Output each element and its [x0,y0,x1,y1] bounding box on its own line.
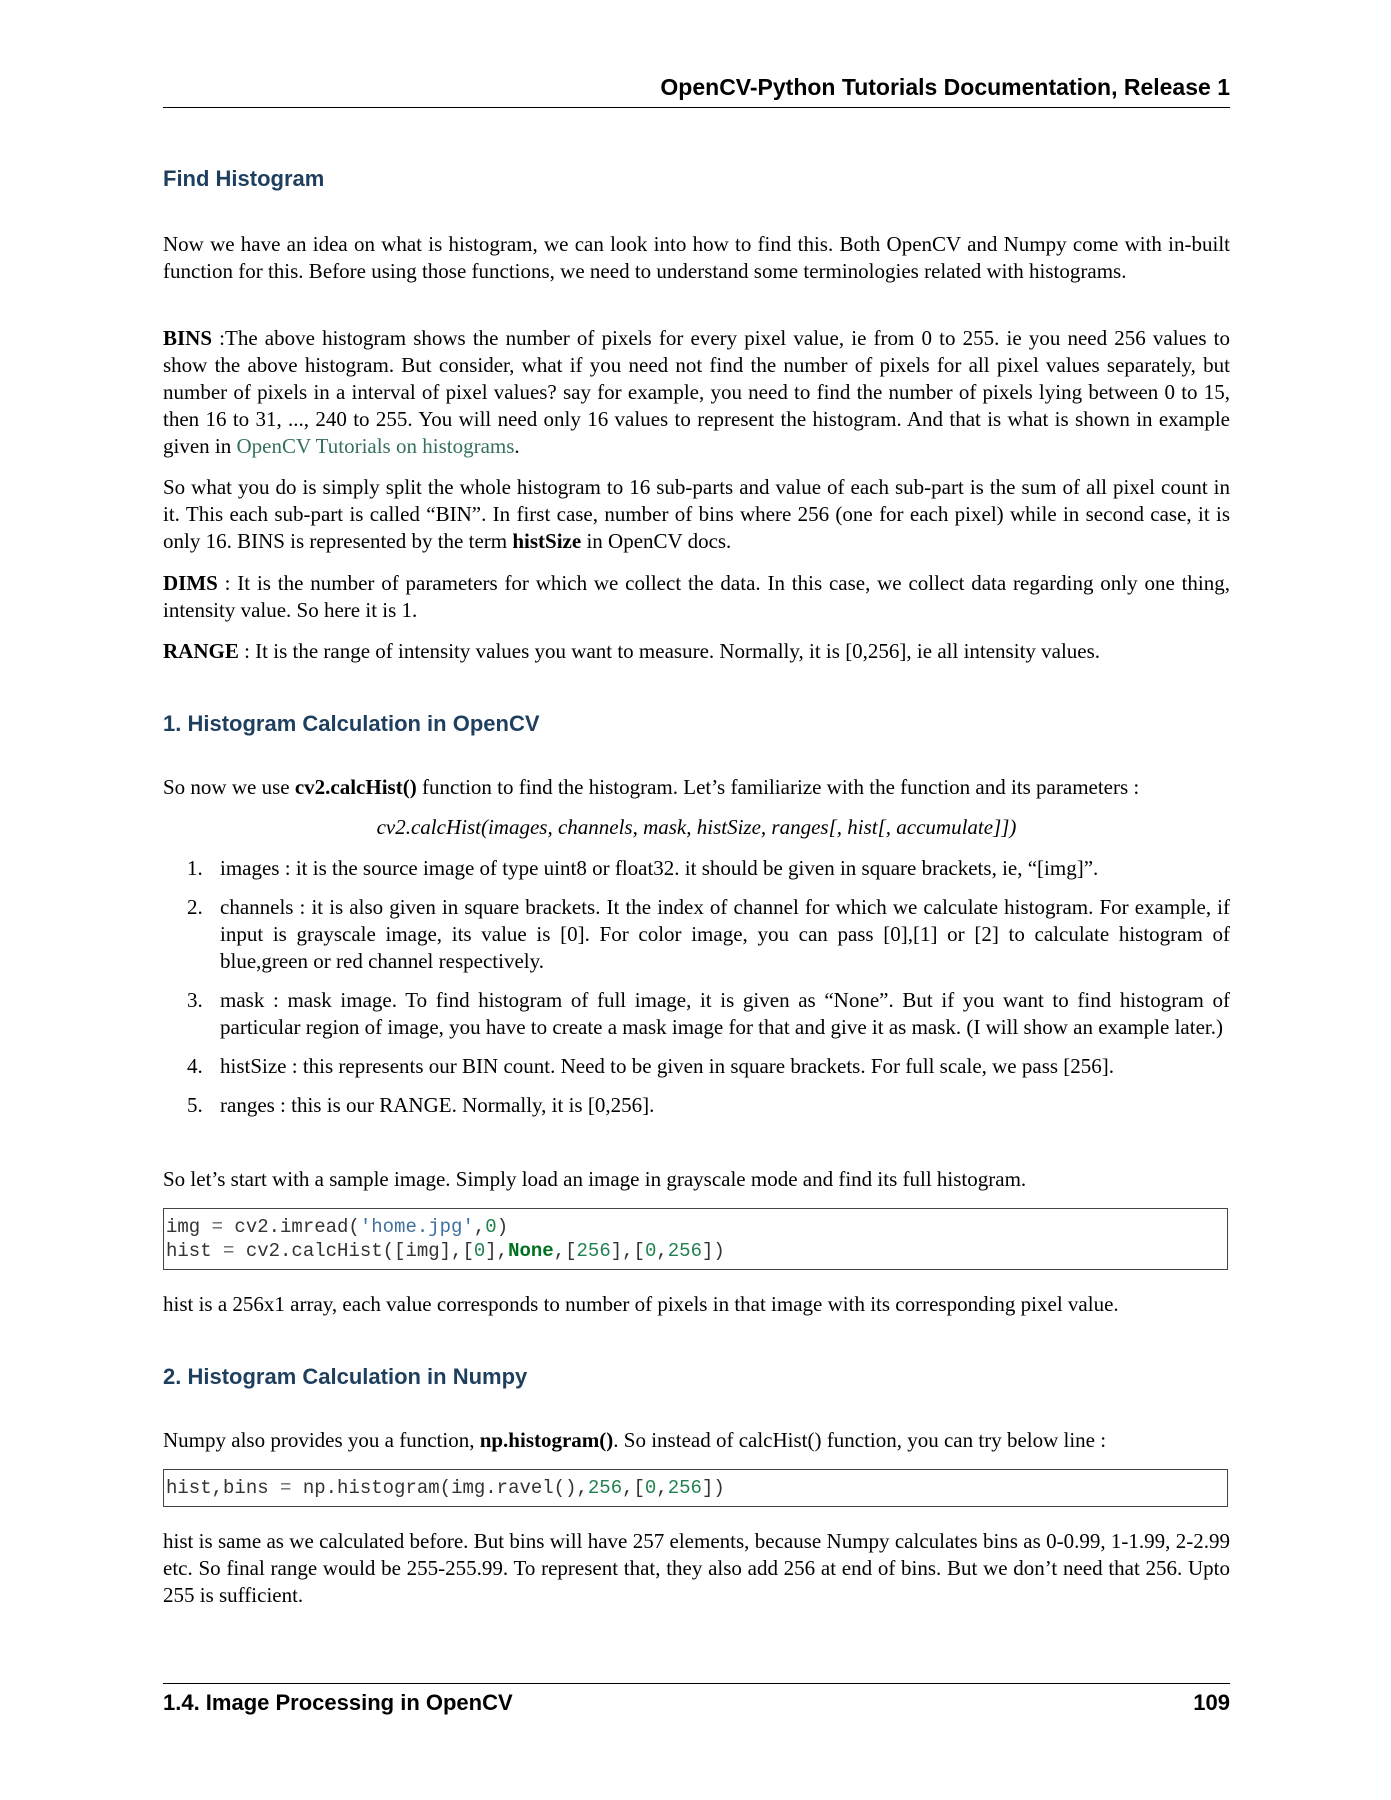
section-title-numpy: 2. Histogram Calculation in Numpy [163,1364,528,1389]
range-text: : It is the range of intensity values you want to measure. Normally, it is [0,256], ie all intensity values. [238,639,1101,663]
list-number: 5. [187,1093,203,1117]
list-number: 3. [187,988,203,1012]
numpy-intro-text: Numpy also provides you a function, [163,1428,480,1452]
function-signature: cv2.calcHist(images, channels, mask, histSize, ranges[, hist[, accumulate]]) [376,815,1017,839]
list-item [163,1092,1230,1119]
code-line: hist = cv2.calcHist([img],[0],None,[256],[0,256]) [166,1240,725,1262]
header-rule [163,107,1230,108]
range-paragraph [163,638,1230,665]
parameter-list [163,855,1230,1131]
calchist-function: cv2.calcHist() [294,775,417,799]
calchist-intro-text: So now we use [163,775,295,799]
code-block-calchist [163,1208,1228,1270]
code-line: hist,bins = np.histogram(img.ravel(),256,[0,256]) [166,1477,725,1499]
code-block-numpy [163,1469,1228,1507]
hist-array-paragraph: hist is a 256x1 array, each value corresponds to number of pixels in that image with its corresponding pixel value. [163,1292,1119,1316]
list-number: 1. [187,856,203,880]
bins-paragraph [163,325,1230,460]
range-term: RANGE [163,639,239,663]
list-text: channels : it is also given in square brackets. It the index of channel for which we calculate histogram. For example, if input is grayscale image, its value is [0]. For color image, you can pass [0],[1] or [2] to calculate histogram of blue,green or red channel respectively. [220,895,1230,973]
bins-term: BINS [163,326,213,350]
histsize-term: histSize [512,529,582,553]
numpy-intro-end: . So instead of calcHist() function, you can try below line : [613,1428,1107,1452]
running-header: OpenCV-Python Tutorials Documentation, Release 1 [660,74,1230,100]
list-item [163,1053,1230,1080]
split-text-end: in OpenCV docs. [581,529,732,553]
dims-text: : It is the number of parameters for which we collect the data. In this case, we collect data regarding only one thing, intensity value. So here it is 1. [163,571,1230,622]
bins-end: . [514,434,520,458]
calchist-intro-end: function to find the histogram. Let’s familiarize with the function and its parameters : [416,775,1140,799]
list-item [163,987,1230,1041]
bins-text: :The above histogram shows the number of pixels for every pixel value, ie from 0 to 255. ie you need 256 values to show the above histogram. But consider, what if you need not find the number of pixels for all pixel values separately, but number of pixels in a interval of pixel values? say for example, you need to find the number of pixels lying between 0 to 15, then 16 to 31, ..., 240 to 255. You will need only 16 values to represent the histogram. And that is what is shown in example given in [163,326,1230,458]
list-item [163,894,1230,975]
dims-paragraph [163,570,1230,624]
bins-split-paragraph [163,474,1230,555]
list-text: histSize : this represents our BIN count. Need to be given in square brackets. For full scale, we pass [256]. [220,1054,1115,1078]
numpy-intro [163,1427,1230,1454]
dims-term: DIMS [163,571,218,595]
np-histogram-function: np.histogram() [479,1428,614,1452]
footer-section: 1.4. Image Processing in OpenCV [163,1690,513,1715]
list-text: ranges : this is our RANGE. Normally, it is [0,256]. [220,1093,655,1117]
bins-explanation-paragraph: hist is same as we calculated before. But bins will have 257 elements, because Numpy calculates bins as 0-0.99, 1-1.99, 2-2.99 etc. So final range would be 255-255.99. To represent that, they also add 256 at end of bins. But we don’t need that 256. Upto 255 is sufficient. [163,1529,1230,1607]
section-title-opencv: 1. Histogram Calculation in OpenCV [163,711,540,736]
list-text: images : it is the source image of type uint8 or float32. it should be given in square brackets, ie, “[img]”. [220,856,1099,880]
list-number: 4. [187,1054,203,1078]
section-title-find-histogram: Find Histogram [163,166,325,191]
list-item [163,855,1230,882]
opencv-histogram-tutorials-link[interactable]: OpenCV Tutorials on histograms [236,434,515,458]
footer-rule [163,1683,1230,1684]
calchist-intro [163,774,1230,801]
intro-paragraph: Now we have an idea on what is histogram, we can look into how to find this. Both OpenCV and Numpy come with in-built function for this. Before using those functions, we need to understand some terminologies related with histograms. [163,232,1230,283]
list-number: 2. [187,895,203,919]
page-number: 109 [1193,1690,1230,1715]
running-footer [163,1690,1230,1716]
code-line: img = cv2.imread('home.jpg',0) [166,1216,509,1238]
split-text: So what you do is simply split the whole histogram to 16 sub-parts and value of each sub-part is the sum of all pixel count in it. This each sub-part is called “BIN”. In first case, number of bins where 256 (one for each pixel) while in second case, it is only 16. BINS is represented by the term [163,475,1230,553]
sample-image-paragraph: So let’s start with a sample image. Simply load an image in grayscale mode and find its full histogram. [163,1167,1027,1191]
list-text: mask : mask image. To find histogram of full image, it is given as “None”. But if you want to find histogram of particular region of image, you have to create a mask image for that and give it as mask. (I will show an example later.) [220,988,1230,1039]
